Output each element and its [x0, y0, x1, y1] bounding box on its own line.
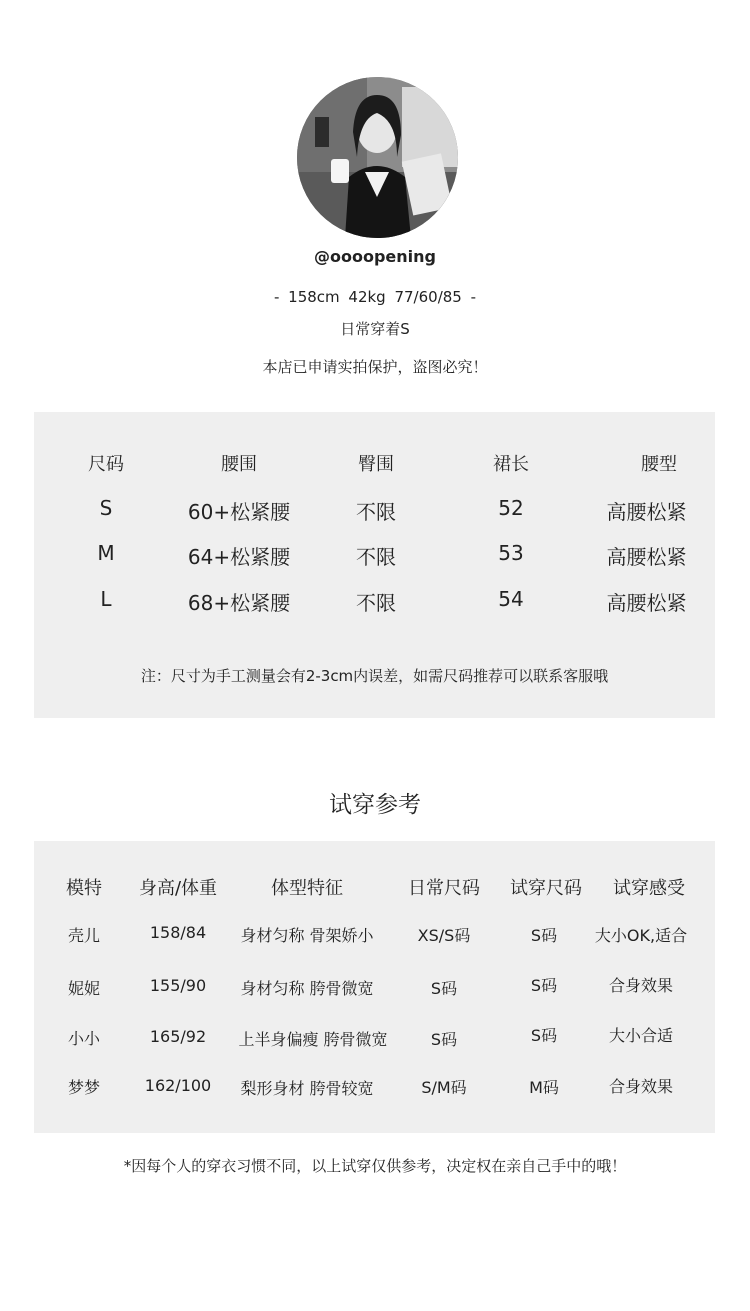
- height-weight-4: 162/100: [144, 1076, 212, 1095]
- header-try-size: 试穿尺码: [510, 878, 582, 899]
- try-size-1: S码: [530, 926, 558, 945]
- body-type-2: 身材匀称 胯骨微宽: [240, 979, 374, 998]
- fit-feel-4: 合身效果: [608, 1077, 673, 1096]
- header-model: 模特: [66, 878, 102, 899]
- try-size-2: S码: [530, 976, 558, 995]
- try-on-disclaimer: *因每个人的穿衣习惯不同，以上试穿仅供参考，决定权在亲自己手中的哦！: [123, 1157, 627, 1175]
- header-fit-feel: 试穿感受: [613, 878, 685, 899]
- length-l: 54: [498, 587, 524, 611]
- length-s: 52: [498, 496, 524, 520]
- body-type-3: 上半身偏瘦 胯骨微宽: [238, 1030, 388, 1049]
- model-name-2: 妮妮: [67, 979, 100, 998]
- header-waist-type: 腰型: [641, 454, 677, 475]
- header-waist: 腰围: [221, 454, 257, 475]
- model-name-1: 壳儿: [67, 926, 100, 945]
- hip-m: 不限: [356, 545, 396, 569]
- size-m: M: [97, 541, 115, 565]
- try-on-table: [34, 841, 715, 1133]
- body-type-4: 梨形身材 胯骨较宽: [240, 1079, 374, 1098]
- header-daily-size: 日常尺码: [408, 878, 480, 899]
- header-skirt-length: 裙长: [493, 454, 529, 475]
- waist-type-l: 高腰松紧: [606, 591, 687, 615]
- body-type-1: 身材匀称 骨架娇小: [240, 926, 374, 945]
- model-avatar: [297, 77, 458, 238]
- model-measurements: - 158cm 42kg 77/60/85 -: [273, 288, 477, 306]
- height-weight-2: 155/90: [149, 976, 207, 995]
- copyright-notice: 本店已申请实拍保护，盗图必究！: [262, 358, 488, 376]
- waist-s: 60+松紧腰: [187, 500, 291, 524]
- model-name-4: 梦梦: [67, 1078, 100, 1097]
- daily-size-3: S码: [430, 1030, 458, 1049]
- fit-feel-1: 大小OK,适合: [594, 926, 688, 945]
- daily-size-2: S码: [430, 979, 458, 998]
- height-weight-1: 158/84: [149, 923, 207, 942]
- size-chart: [34, 412, 715, 718]
- hip-s: 不限: [356, 500, 396, 524]
- size-s: S: [99, 496, 113, 520]
- fit-feel-2: 合身效果: [608, 976, 673, 995]
- waist-l: 68+松紧腰: [187, 591, 291, 615]
- model-daily-size: 日常穿着S: [340, 320, 410, 338]
- header-body-type: 体型特征: [271, 878, 343, 899]
- try-on-title: 试穿参考: [329, 792, 421, 818]
- header-hip: 臀围: [358, 454, 394, 475]
- fit-feel-3: 大小合适: [608, 1026, 673, 1045]
- size-l: L: [100, 587, 112, 611]
- length-m: 53: [498, 541, 524, 565]
- waist-m: 64+松紧腰: [187, 545, 291, 569]
- daily-size-4: S/M码: [421, 1078, 467, 1097]
- waist-type-m: 高腰松紧: [606, 545, 687, 569]
- header-size: 尺码: [88, 454, 124, 475]
- height-weight-3: 165/92: [149, 1027, 207, 1046]
- hip-l: 不限: [356, 591, 396, 615]
- try-size-4: M码: [529, 1078, 559, 1097]
- model-handle: @oooopening: [314, 247, 436, 266]
- waist-type-s: 高腰松紧: [606, 500, 687, 524]
- measurement-note: 注：尺寸为手工测量会有2-3cm内误差，如需尺码推荐可以联系客服哦: [140, 667, 609, 685]
- try-size-3: S码: [530, 1026, 558, 1045]
- header-height-weight: 身高/体重: [138, 878, 218, 899]
- model-name-3: 小小: [67, 1029, 100, 1048]
- daily-size-1: XS/S码: [417, 926, 471, 945]
